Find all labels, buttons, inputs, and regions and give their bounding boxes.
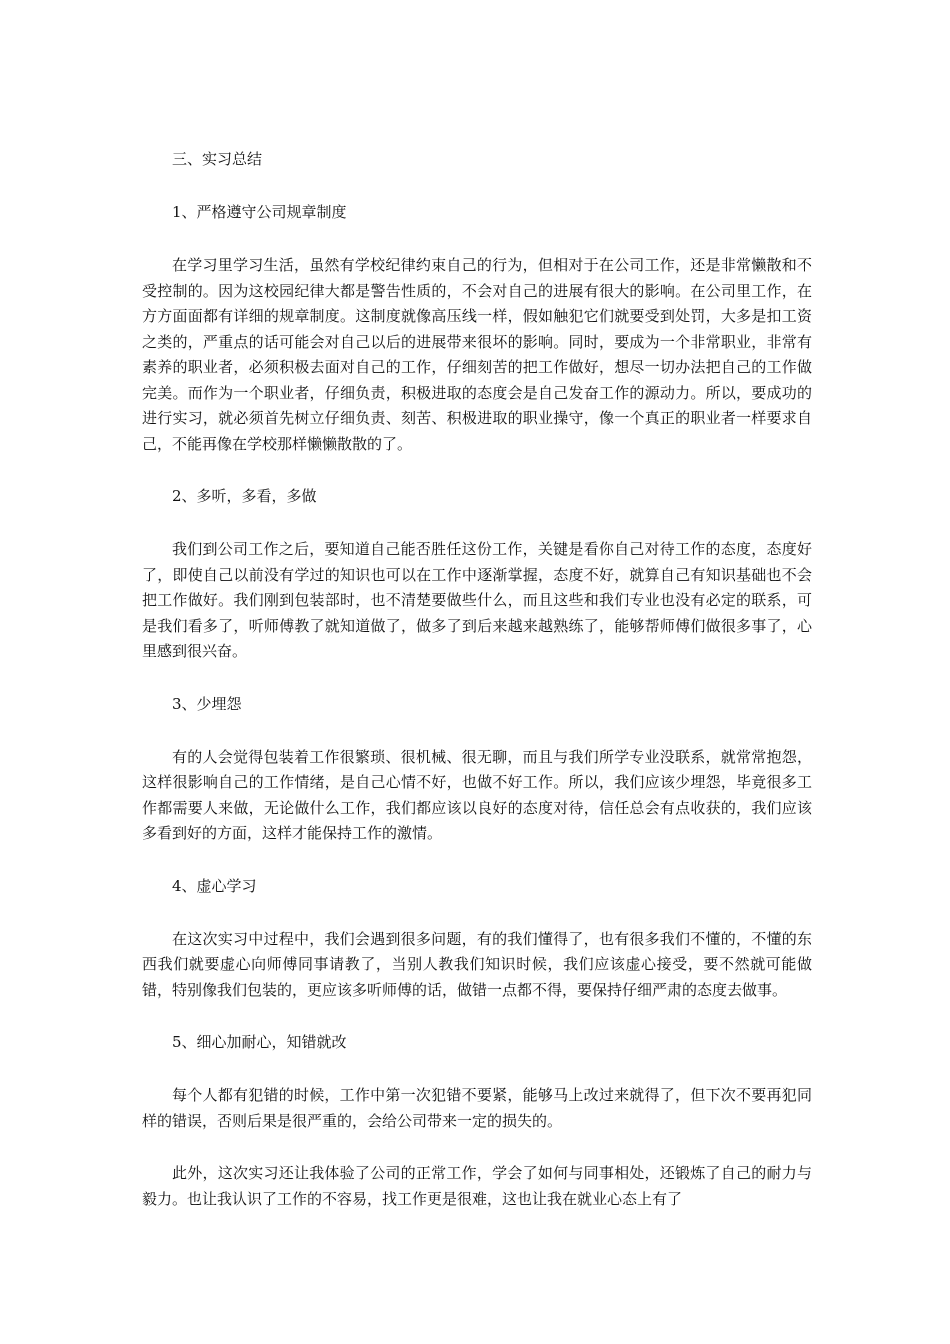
section-heading: 三、实习总结: [172, 150, 263, 168]
item-paragraph-5a: 每个人都有犯错的时候，工作中第一次犯错不要紧，能够马上改过来就得了，但下次不要再犯同样的错误，否则后果是很严重的，会给公司带来一定的损失的。: [142, 1086, 812, 1130]
item-paragraph-4: 在这次实习中过程中，我们会遇到很多问题，有的我们懂得了，也有很多我们不懂的，不懂的东西我们就要虚心向师傅同事请教了，当别人教我们知识时候，我们应该虚心接受，要不然就可能做错，特别像我们包装的，更应该多听师傅的话，做错一点都不得，要保持仔细严肃的态度去做事。: [142, 929, 812, 999]
item-heading-3: 3、少埋怨: [172, 694, 242, 713]
item-paragraph-1: 在学习里学习生活，虽然有学校纪律约束自己的行为，但相对于在公司工作，还是非常懒散和不受控制的。因为这校园纪律大都是警告性质的，不会对自己的进展有很大的影响。在公司里工作，在方方面面都有详细的规章制度。这制度就像高压线一样，假如触犯它们就要受到处罚，大多是扣工资之类的，严重点的话可能会对自己以后的进展带来很坏的影响。同时，要成为一个非常职业，非常有素养的职业者，必须积极去面对自己的工作，仔细刻苦的把工作做好，想尽一切办法把自己的工作做完美。而作为一个职业者，仔细负责，积极进取的态度会是自己发奋工作的源动力。所以，要成功的进行实习，就必须首先树立仔细负责、刻苦、积极进取的职业操守，像一个真正的职业者一样要求自己，不能再像在学校那样懒懒散散的了。: [142, 256, 812, 453]
item-paragraph-2: 我们到公司工作之后，要知道自己能否胜任这份工作，关键是看你自己对待工作的态度，态度好了，即使自己以前没有学过的知识也可以在工作中逐渐掌握，态度不好，就算自己有知识基础也不会把工作做好。我们刚到包装部时，也不清楚要做些什么，而且这些和我们专业也没有必定的联系，可是我们看多了，听师傅教了就知道做了，做多了到后来越来越熟练了，能够帮师傅们做很多事了，心里感到很兴奋。: [142, 540, 812, 660]
item-heading-5: 5、细心加耐心，知错就改: [172, 1033, 347, 1051]
item-heading-2: 2、多听，多看，多做: [172, 487, 317, 505]
item-paragraph-5b: 此外，这次实习还让我体验了公司的正常工作，学会了如何与同事相处，还锻炼了自己的耐力与毅力。也让我认识了工作的不容易，找工作更是很难，这也让我在就业心态上有了: [142, 1164, 812, 1208]
document-body: [142, 147, 812, 1212]
item-heading-1: 1、严格遵守公司规章制度: [172, 203, 347, 221]
item-paragraph-3: 有的人会觉得包装着工作很繁琐、很机械、很无聊，而且与我们所学专业没联系，就常常抱怨，这样很影响自己的工作情绪，是自己心情不好，也做不好工作。所以，我们应该少埋怨，毕竟很多工作都需要人来做，无论做什么工作，我们都应该以良好的态度对待，信任总会有点收获的，我们应该多看到好的方面，这样才能保持工作的激情。: [142, 747, 812, 842]
item-heading-4: 4、虚心学习: [172, 876, 257, 895]
